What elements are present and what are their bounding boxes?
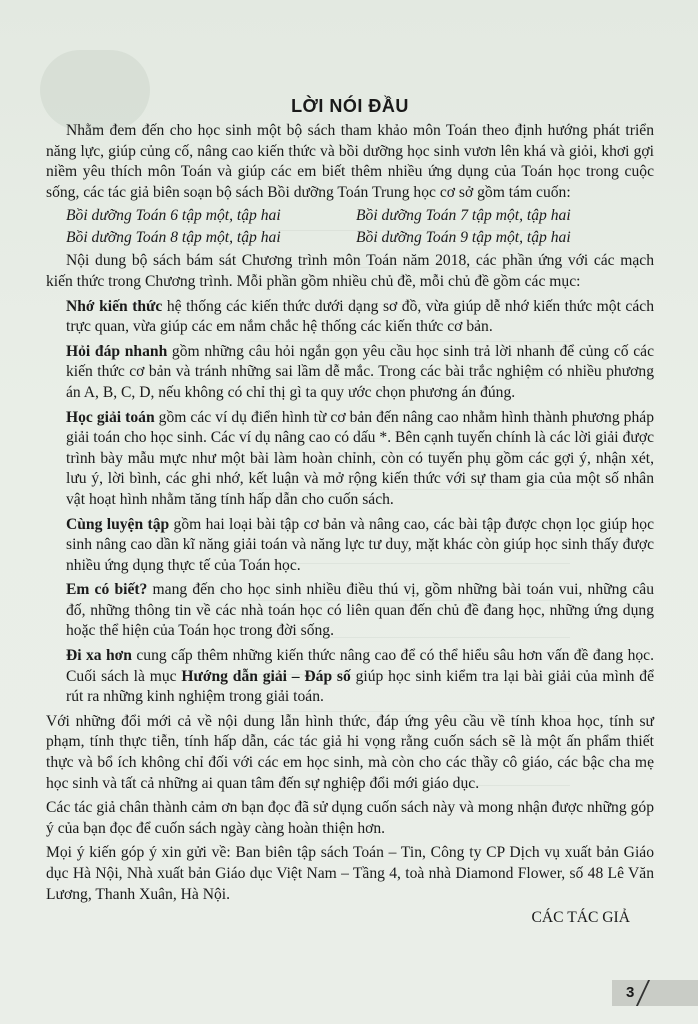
- section-term: Nhớ kiến thức: [66, 297, 163, 315]
- book-title: Bồi dưỡng Toán 6 tập một, tập hai: [66, 207, 281, 225]
- thanks-paragraph: Các tác giả chân thành cảm ơn bạn đọc đã sử dụng cuốn sách này và mong nhận được những góp ý của bạn đọc để cuốn sách ngày càng hoàn thiện hơn.: [46, 799, 654, 837]
- section-term: Hướng dẫn giải – Đáp số: [181, 667, 351, 685]
- section-text: cung cấp thêm những kiến thức nâng cao để có thể hiểu sâu hơn vấn đề đang học. Cuối sách là mục: [66, 647, 654, 685]
- book-list: [46, 205, 654, 249]
- section-text: mang đến cho học sinh nhiều điều thú vị, gồm những bài toán vui, những câu đố, những thông tin về các nhà toán học có liên quan đến chủ đề đang học, những ứng dụng hoặc thể hiện của Toán học trong đời sống.: [66, 581, 654, 640]
- page-title: LỜI NÓI ĐẦU: [291, 96, 409, 116]
- book-list-row: [46, 227, 654, 249]
- closing-paragraph: Với những đổi mới cả về nội dung lẫn hình thức, đáp ứng yêu cầu về tính khoa học, tính sư phạm, tính thực tiễn, tính hấp dẫn, các tác giả hi vọng rằng cuốn sách sẽ là một ấn phẩm thiết thực và bổ ích không chỉ đối với các em học sinh, mà còn cho các thầy cô giáo, các bậc cha mẹ học sinh và tất cả những ai quan tâm đến sự nghiệp đổi mới giáo dục.: [46, 712, 654, 792]
- section-text: hệ thống các kiến thức dưới dạng sơ đồ, vừa giúp dễ nhớ kiến thức một cách trực quan, vừa giúp các em nắm chắc hệ thống các kiến thức cơ bản.: [66, 297, 654, 336]
- section-hoc-giai-toan: [46, 408, 654, 511]
- page-number-tab: [612, 980, 698, 1006]
- section-cung-luyen-tap: [46, 515, 654, 577]
- intro-paragraph: Nhằm đem đến cho học sinh một bộ sách tham khảo môn Toán theo định hướng phát triển năng lực, giúp củng cố, nâng cao kiến thức và bồi dưỡng học sinh vươn lên khá và giỏi, khơi gợi niềm yêu thích môn Toán và giúp các em biết thêm nhiều ứng dụng của Toán học trong cuộc sống, các tác giả biên soạn bộ sách Bồi dưỡng Toán Trung học cơ sở gồm tám cuốn:: [46, 122, 654, 201]
- section-term: Em có biết?: [66, 581, 148, 599]
- slash-icon: [636, 980, 650, 1006]
- book-title: Bồi dưỡng Toán 7 tập một, tập hai: [356, 207, 571, 225]
- section-term: Đi xa hơn: [66, 647, 132, 665]
- section-term: Hỏi đáp nhanh: [66, 342, 168, 360]
- section-term: Học giải toán: [66, 408, 155, 426]
- book-title: Bồi dưỡng Toán 9 tập một, tập hai: [356, 229, 571, 247]
- section-text: gồm các ví dụ điển hình từ cơ bản đến nâng cao nhằm hình thành phương pháp giải toán cho học sinh. Các ví dụ nâng cao có dấu *. Bên cạnh tuyến chính là các lời giải được trình bày mẫu mực như một bài làm hoàn chỉnh, còn có tuyến phụ gồm các gợi ý, nhận xét, lưu ý, lời bình, các ghi nhớ, kết luận và mở rộng kiến thức với sự tham gia của một số nhân vật hoạt hình nhằm tăng tính hấp dẫn cho cuốn sách.: [66, 408, 654, 508]
- section-hoi-dap-nhanh: [46, 342, 654, 404]
- section-nho-kien-thuc: [46, 297, 654, 338]
- page-number: 3: [626, 984, 635, 1001]
- page-content: [46, 96, 654, 927]
- book-title: Bồi dưỡng Toán 8 tập một, tập hai: [66, 229, 281, 247]
- section-text: gồm những câu hỏi ngắn gọn yêu cầu học sinh trả lời nhanh để củng cố các kiến thức cơ bản và tránh những sai lầm dễ mắc. Trong các bài trắc nghiệm có nhiều phương án A, B, C, D, nếu không có chỉ thị gì ta quy ước chọn phương án đúng.: [66, 342, 655, 401]
- section-em-co-biet: [46, 580, 654, 642]
- section-text: giúp học sinh kiểm tra lại bài giải của mình để rút ra những kinh nghiệm trong giải toán.: [66, 667, 654, 706]
- signature: CÁC TÁC GIẢ: [531, 909, 630, 927]
- book-list-row: [46, 205, 654, 227]
- section-di-xa-hon: [46, 646, 654, 708]
- section-term: Cùng luyện tập: [66, 515, 170, 533]
- content-intro-paragraph: Nội dung bộ sách bám sát Chương trình môn Toán năm 2018, các phần ứng với các mạch kiến thức trong Chương trình. Mỗi phần gồm nhiều chủ đề, mỗi chủ đề gồm các mục:: [46, 252, 654, 290]
- section-text: gồm hai loại bài tập cơ bản và nâng cao, các bài tập được chọn lọc giúp học sinh nâng cao dần kĩ năng giải toán và năng lực tư duy, mặt khác còn giúp học sinh thấy được nhiều ứng dụng thực tế của Toán học.: [66, 515, 655, 574]
- contact-paragraph: Mọi ý kiến góp ý xin gửi về: Ban biên tập sách Toán – Tin, Công ty CP Dịch vụ xuất bản Giáo dục Hà Nội, Nhà xuất bản Giáo dục Việt Nam – Tầng 4, toà nhà Diamond Flower, số 48 Lê Văn Lương, Thanh Xuân, Hà Nội.: [46, 844, 654, 903]
